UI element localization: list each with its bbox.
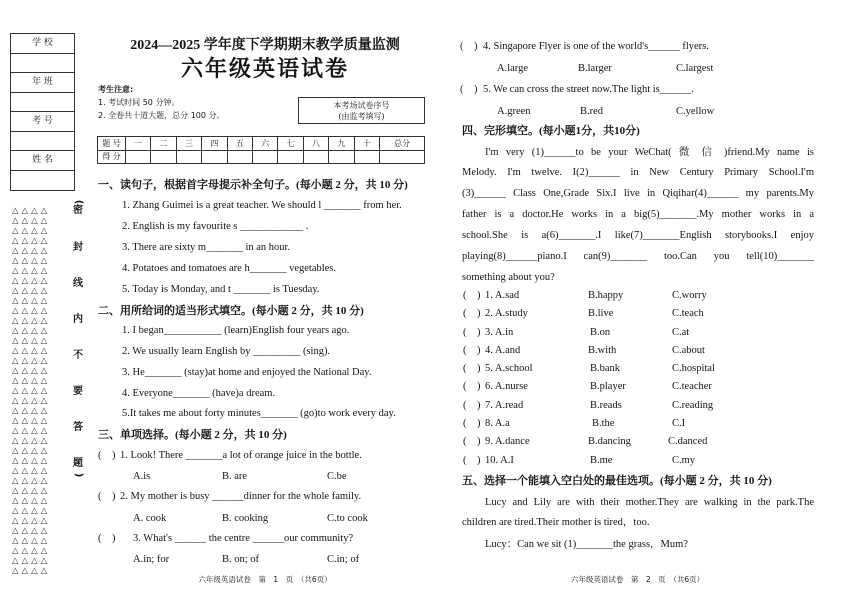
answer-bracket: ( )	[98, 533, 116, 544]
question-stem: 1. Look! There _______a lot of orange juice in the bottle.	[120, 450, 362, 461]
option-b: B.bank	[590, 363, 621, 374]
option-b: B.me	[590, 455, 613, 466]
score-row-label: 得 分	[98, 150, 126, 164]
score-cell	[278, 150, 303, 164]
option-c: C.teacher	[672, 381, 712, 392]
triangle-row: △△△△	[12, 545, 51, 555]
option-a: A.in; for	[133, 554, 170, 565]
triangle-row: △△△△	[12, 505, 51, 515]
student-info-table	[10, 33, 75, 191]
triangle-row: △△△△	[12, 525, 51, 535]
option-c: C.about	[672, 345, 705, 356]
triangle-row: △△△△	[12, 345, 51, 355]
triangle-row: △△△△	[12, 425, 51, 435]
section-2-item: 3. He_______ (stay)at home and enjoyed the National Day.	[122, 367, 372, 378]
option-b: B.live	[588, 308, 614, 319]
answer-bracket: ( )	[98, 450, 116, 461]
seal-char: 要	[73, 386, 83, 397]
triangle-row: △△△△	[12, 475, 51, 485]
seal-char: (	[73, 199, 84, 205]
triangle-row: △△△△	[12, 305, 51, 315]
exam-serial-box	[298, 97, 425, 124]
answer-bracket: ( )	[463, 308, 481, 319]
exam-number-field	[11, 132, 74, 151]
notice-item: 2. 全卷共十道大题，总分 100 分。	[98, 111, 225, 120]
score-header-cell: 三	[176, 137, 201, 151]
score-cell	[176, 150, 201, 164]
name-field	[11, 171, 74, 190]
option-a: 7. A.read	[485, 400, 524, 411]
score-cell	[303, 150, 328, 164]
triangle-row: △△△△	[12, 555, 51, 565]
score-cell	[227, 150, 252, 164]
option-a: A.green	[497, 106, 531, 117]
option-b: B.reads	[590, 400, 622, 411]
question-stem: 2. My mother is busy ______dinner for the whole family.	[120, 491, 362, 502]
section-3-heading: 三、单项选择。(每小题 2 分，共 10 分)	[98, 429, 287, 441]
triangle-row: △△△△	[12, 315, 51, 325]
score-cell	[252, 150, 277, 164]
triangle-row: △△△△	[12, 225, 51, 235]
triangle-row: △△△△	[12, 405, 51, 415]
answer-bracket: ( )	[463, 290, 481, 301]
option-b: B. on; of	[222, 554, 260, 565]
name-label: 姓 名	[11, 151, 74, 171]
score-cell	[202, 150, 227, 164]
exam-heading: 2024—2025 学年度下学期期末教学质量监测	[130, 38, 400, 53]
option-a: 5. A.school	[485, 363, 533, 374]
dialogue-line: Lucy：Can we sit (1)_______the grass，Mum?	[485, 539, 688, 550]
option-c: C.in; of	[327, 554, 360, 565]
option-c: C.teach	[672, 308, 704, 319]
option-a: 10. A.I	[485, 455, 514, 466]
cloze-passage-line: school.She is a(6)_______.I like(7)_______English storybooks.I enjoy	[462, 230, 814, 241]
section-1-item: 1. Zhang Guimei is a great teacher. We should l _______ from her.	[122, 200, 402, 211]
triangle-row: △△△△	[12, 325, 51, 335]
answer-bracket: ( )	[98, 491, 116, 502]
score-header-cell: 八	[303, 137, 328, 151]
triangle-row: △△△△	[12, 235, 51, 245]
cloze-passage-line: something about you?	[462, 272, 555, 283]
option-c: C.I	[672, 418, 686, 429]
option-c: C.danced	[668, 436, 708, 447]
score-table	[97, 136, 425, 164]
triangle-row: △△△△	[12, 245, 51, 255]
section-2-item: 5.It takes me about forty minutes_______ (go)to work every day.	[122, 408, 396, 419]
triangle-row: △△△△	[12, 515, 51, 525]
score-table-header-row	[98, 137, 425, 151]
seal-char: 内	[73, 314, 83, 325]
school-label: 学 校	[11, 34, 74, 54]
option-a: 6. A.nurse	[485, 381, 528, 392]
option-a: A.is	[133, 471, 151, 482]
triangle-row: △△△△	[12, 565, 51, 575]
section-1-item: 2. English is my favourite s ____________ .	[122, 221, 309, 232]
option-a: A. cook	[133, 513, 167, 524]
option-c: C.largest	[676, 63, 714, 74]
section-5-heading: 五、选择一个能填入空白处的最佳选项。(每小题 2 分，共 10 分)	[462, 475, 772, 487]
notice-label: 考生注意:	[98, 85, 134, 94]
score-cell	[354, 150, 379, 164]
exam-number-label: 考 号	[11, 112, 74, 132]
answer-bracket: ( )	[463, 345, 481, 356]
triangle-row: △△△△	[12, 485, 51, 495]
cloze-passage-line: I'm very (1)______to be your WeChat( 微 信 )friend.My name is	[485, 147, 814, 158]
score-header-cell: 六	[252, 137, 277, 151]
option-c: C.hospital	[672, 363, 715, 374]
option-a: 9. A.dance	[485, 436, 530, 447]
answer-bracket: ( )	[463, 455, 481, 466]
option-a: 3. A.in	[485, 327, 514, 338]
option-a: 2. A.study	[485, 308, 528, 319]
answer-bracket: ( )	[463, 400, 481, 411]
answer-bracket: ( )	[460, 84, 478, 95]
triangle-row: △△△△	[12, 445, 51, 455]
triangle-row: △△△△	[12, 495, 51, 505]
passage-line: Lucy and Lily are with their mother.They are walking in the park.The	[485, 497, 814, 508]
triangle-row: △△△△	[12, 455, 51, 465]
triangle-row: △△△△	[12, 275, 51, 285]
seal-char: 线	[73, 278, 83, 289]
score-header-cell: 一	[125, 137, 150, 151]
answer-bracket: ( )	[460, 41, 478, 52]
section-1-item: 5. Today is Monday, and t _______ is Tuesday.	[122, 284, 320, 295]
answer-bracket: ( )	[463, 327, 481, 338]
option-a: 8. A.a	[485, 418, 510, 429]
option-b: B.happy	[588, 290, 624, 301]
section-2-item: 4. Everyone_______ (have)a dream.	[122, 388, 276, 399]
serial-box-note: (由监考填写)	[338, 112, 385, 121]
score-header-cell: 题 号	[98, 137, 126, 151]
score-header-cell: 七	[278, 137, 303, 151]
question-stem: 5. We can cross the street now.The light is______.	[483, 84, 694, 95]
score-cell	[151, 150, 176, 164]
score-header-cell: 四	[202, 137, 227, 151]
answer-bracket: ( )	[463, 363, 481, 374]
triangle-row: △△△△	[12, 435, 51, 445]
option-c: C.yellow	[676, 106, 715, 117]
triangle-row: △△△△	[12, 385, 51, 395]
score-table-score-row	[98, 150, 425, 164]
triangle-row: △△△△	[12, 375, 51, 385]
school-field	[11, 54, 74, 73]
question-stem: 3. What's ______ the centre ______our community?	[133, 533, 354, 544]
option-b: B.on	[590, 327, 611, 338]
page-2-footer: 六年级英语试卷 第 2 页 （共6页）	[570, 575, 705, 584]
section-2-heading: 二、用所给词的适当形式填空。(每小题 2 分，共 10 分)	[98, 305, 364, 317]
option-a: 4. A.and	[485, 345, 521, 356]
option-b: B.red	[580, 106, 604, 117]
score-header-cell: 五	[227, 137, 252, 151]
score-cell	[329, 150, 354, 164]
triangle-row: △△△△	[12, 465, 51, 475]
section-4-heading: 四、完形填空。(每小题1分，共10分)	[462, 125, 640, 137]
notice-item: 1. 考试时间 50 分钟。	[98, 98, 180, 107]
seal-char: 答	[73, 422, 83, 433]
seal-char: 题	[73, 458, 83, 469]
question-stem: 4. Singapore Flyer is one of the world's______ flyers.	[483, 41, 709, 52]
triangle-row: △△△△	[12, 265, 51, 275]
page-1-footer: 六年级英语试卷 第 1 页 （共6页）	[198, 575, 332, 584]
triangle-row: △△△△	[12, 355, 51, 365]
cloze-passage-line: (3)______ Class One,Grade Six.I live in Qiqihar(4)______ my parents.My	[462, 188, 814, 199]
triangle-border-column	[12, 205, 50, 575]
option-b: B. cooking	[222, 513, 269, 524]
answer-bracket: ( )	[463, 436, 481, 447]
triangle-row: △△△△	[12, 295, 51, 305]
option-b: B.player	[590, 381, 626, 392]
triangle-row: △△△△	[12, 255, 51, 265]
option-a: A.large	[497, 63, 529, 74]
exam-title: 六年级英语试卷	[180, 56, 349, 81]
triangle-row: △△△△	[12, 535, 51, 545]
section-2-item: 1. I began___________ (learn)English four years ago.	[122, 325, 350, 336]
option-b: B.the	[592, 418, 615, 429]
option-b: B.dancing	[588, 436, 631, 447]
serial-box-title: 本考场试卷序号	[333, 101, 390, 110]
section-1-heading: 一、读句子，根据首字母提示补全句子。(每小题 2 分，共 10 分)	[98, 179, 408, 191]
seal-char: 封	[73, 242, 83, 253]
triangle-row: △△△△	[12, 205, 51, 215]
class-label: 年 班	[11, 73, 74, 93]
option-b: B.larger	[578, 63, 612, 74]
option-b: B.with	[588, 345, 617, 356]
score-cell	[380, 150, 425, 164]
answer-bracket: ( )	[463, 418, 481, 429]
option-b: B. are	[222, 471, 248, 482]
triangle-row: △△△△	[12, 215, 51, 225]
triangle-row: △△△△	[12, 395, 51, 405]
triangle-row: △△△△	[12, 285, 51, 295]
option-c: C.at	[672, 327, 690, 338]
section-2-item: 2. We usually learn English by _________ (sing).	[122, 346, 331, 357]
score-header-cell: 总分	[380, 137, 425, 151]
option-c: C.my	[672, 455, 696, 466]
cloze-passage-line: father is a doctor.He works in a big(5)_______.My mother works in a	[462, 209, 814, 220]
score-cell	[125, 150, 150, 164]
option-a: 1. A.sad	[485, 290, 520, 301]
cloze-passage-line: Melody. I'm twelve. I(2)______ in New Century Primary School.I'm	[462, 167, 814, 178]
option-c: C.reading	[672, 400, 714, 411]
score-header-cell: 九	[329, 137, 354, 151]
option-c: C.worry	[672, 290, 707, 301]
option-c: C.to cook	[327, 513, 368, 524]
triangle-row: △△△△	[12, 365, 51, 375]
seal-char: 密	[73, 205, 83, 216]
option-c: C.be	[327, 471, 347, 482]
section-1-item: 4. Potatoes and tomatoes are h_______ vegetables.	[122, 263, 337, 274]
triangle-row: △△△△	[12, 415, 51, 425]
cloze-passage-line: playing(8)______piano.I can(9)_______ too.Can you tell(10)_______	[462, 251, 814, 262]
seal-char: 不	[73, 350, 83, 361]
section-1-item: 3. There are sixty m_______ in an hour.	[122, 242, 291, 253]
passage-line: children are tired.Their mother is tired，too.	[462, 517, 650, 528]
class-field	[11, 93, 74, 112]
score-header-cell: 二	[151, 137, 176, 151]
seal-char: )	[73, 472, 84, 478]
answer-bracket: ( )	[463, 381, 481, 392]
score-header-cell: 十	[354, 137, 379, 151]
triangle-row: △△△△	[12, 335, 51, 345]
